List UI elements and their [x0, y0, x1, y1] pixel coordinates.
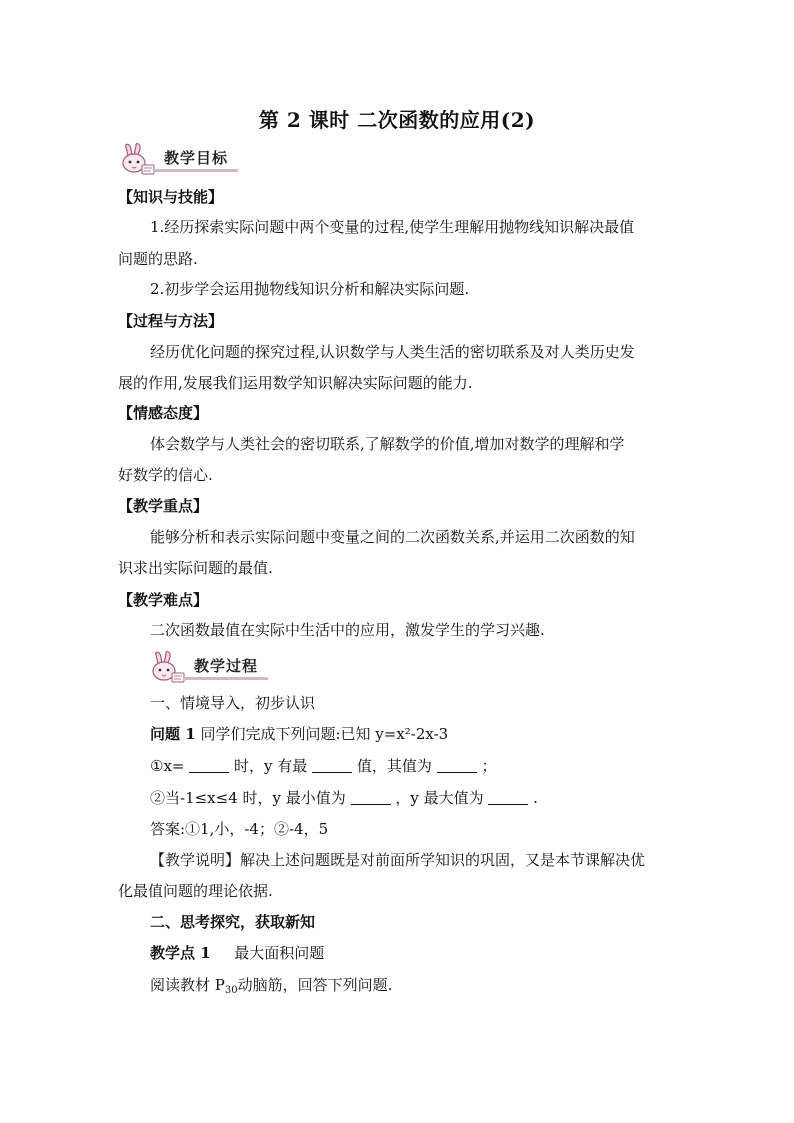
answer-blank[interactable] — [351, 790, 391, 805]
knowledge-item-1-line-1: 1.经历探索实际问题中两个变量的过程,使学生理解用抛物线知识解决最值 — [150, 218, 635, 236]
process-method-line-1: 经历优化问题的探究过程,认识数学与人类生活的密切联系及对人类历史发 — [150, 343, 635, 361]
goals-banner-label: 教学目标 — [154, 147, 238, 172]
page-subscript: 30 — [224, 985, 238, 996]
part-a-end: ； — [481, 757, 497, 775]
process-banner-label: 教学过程 — [184, 655, 268, 680]
teaching-note-line-1: 【教学说明】解决上述问题既是对前面所学知识的巩固，又是本节课解决优 — [150, 851, 646, 869]
page-title: 第 2 课时 二次函数的应用(2) — [258, 108, 536, 132]
attitude-heading: 【情感态度】 — [118, 404, 209, 422]
knowledge-item-1-line-2: 问题的思路. — [118, 250, 198, 268]
goals-banner — [118, 143, 258, 177]
answer-blank[interactable] — [189, 758, 229, 773]
key-point-line-2: 识求出实际问题的最值. — [118, 559, 273, 577]
question-1 — [150, 724, 448, 744]
teaching-point-1-text: 最大面积问题 — [234, 944, 325, 962]
question-1-text: 同学们完成下列问题:已知 y=x²-2x-3 — [200, 725, 449, 743]
cartoon-bunny-icon — [148, 651, 188, 685]
process-method-heading: 【过程与方法】 — [118, 312, 224, 330]
question-1-part-b — [150, 788, 538, 808]
teaching-note-line-2: 化最值问题的理论依据. — [118, 882, 273, 900]
difficulty-heading: 【教学难点】 — [118, 591, 209, 609]
answer-blank[interactable] — [437, 758, 477, 773]
answer-blank[interactable] — [488, 790, 528, 805]
section-2-heading: 二、思考探究，获取新知 — [150, 913, 316, 931]
part-a-middle-1: 时，y 有最 — [234, 757, 308, 775]
reading-prefix: 阅读教材 P — [150, 976, 225, 994]
question-1-label: 问题 1 — [150, 725, 196, 743]
teaching-point-1 — [150, 943, 324, 963]
part-b-end: . — [533, 789, 538, 807]
answer-line: 答案:①1,小，-4；②-4，5 — [150, 820, 329, 838]
reading-instruction — [150, 975, 392, 1001]
process-banner — [148, 651, 288, 685]
process-method-line-2: 展的作用,发展我们运用数学知识解决实际问题的能力. — [118, 374, 473, 392]
knowledge-heading: 【知识与技能】 — [118, 188, 224, 206]
answer-blank[interactable] — [312, 758, 352, 773]
question-1-part-a — [150, 756, 496, 776]
part-a-prefix: ①x= — [150, 757, 185, 775]
knowledge-item-2: 2.初步学会运用抛物线知识分析和解决实际问题. — [150, 280, 470, 298]
attitude-line-2: 好数学的信心. — [118, 466, 213, 484]
teaching-point-1-label: 教学点 1 — [150, 944, 211, 962]
attitude-line-1: 体会数学与人类社会的密切联系,了解数学的价值,增加对数学的理解和学 — [150, 435, 625, 453]
difficulty-line-1: 二次函数最值在实际中生活中的应用，激发学生的学习兴趣. — [150, 621, 545, 639]
part-b-middle: ，y 最大值为 — [395, 789, 484, 807]
cartoon-bunny-icon — [118, 143, 158, 177]
section-1-heading: 一、情境导入，初步认识 — [150, 694, 316, 712]
part-a-middle-2: 值，其值为 — [356, 757, 432, 775]
key-point-line-1: 能够分析和表示实际问题中变量之间的二次函数关系,并运用二次函数的知 — [150, 528, 635, 546]
part-b-prefix: ②当-1≤x≤4 时，y 最小值为 — [150, 789, 346, 807]
key-point-heading: 【教学重点】 — [118, 497, 209, 515]
reading-suffix: 动脑筋，回答下列问题. — [237, 976, 393, 994]
